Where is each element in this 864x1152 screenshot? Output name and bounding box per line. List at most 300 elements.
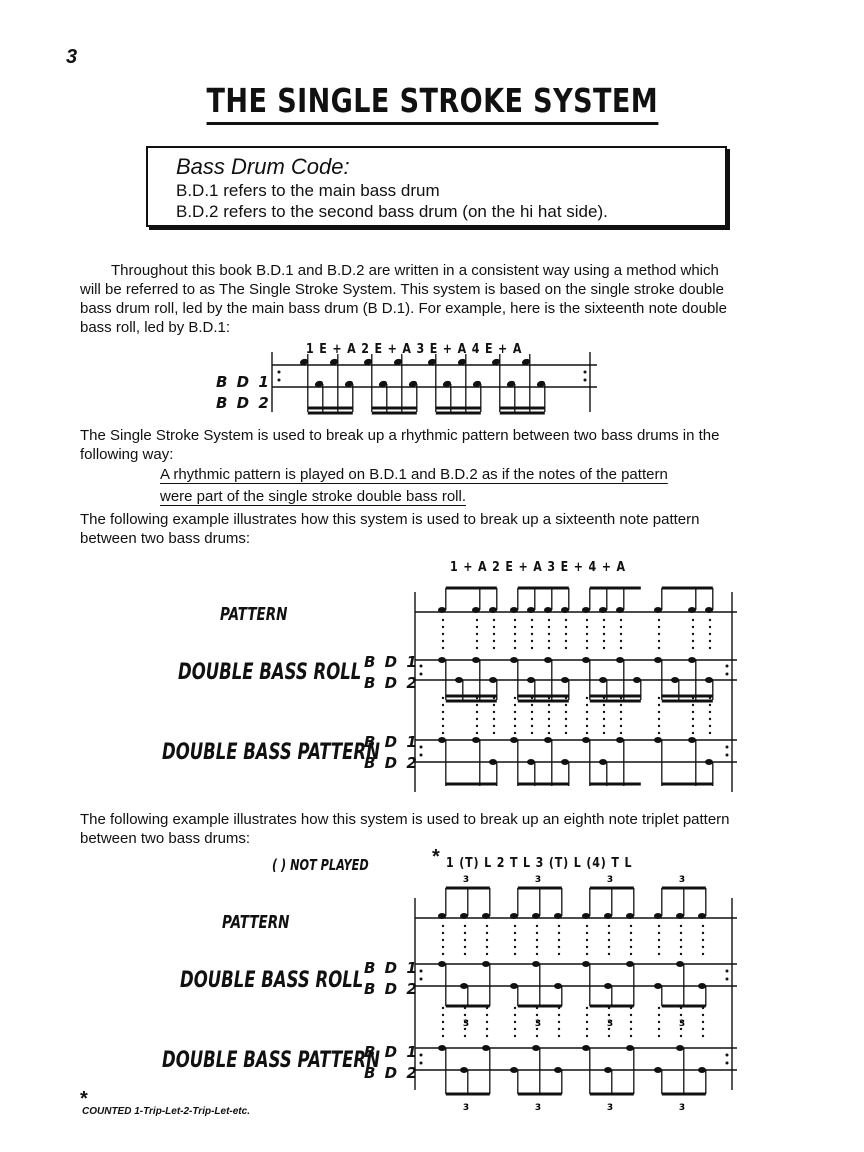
ex3-guide-dot [558,1028,560,1030]
ex2-guide-dot [493,732,495,734]
ex2-guide-dot [586,633,588,635]
ex3-pattern-bd1: B D 1 [364,1043,419,1061]
ex3-guide-dot [558,932,560,934]
explain-paragraph [80,426,810,464]
ex3-roll-bd-labels [364,958,419,1000]
ex3-guide-dot [514,946,516,948]
ex2-guide-dot [586,711,588,713]
ex2-guide-dot [548,640,550,642]
ex2-pattern-bd1: B D 1 [364,733,419,751]
ex3-guide-dot [536,1035,538,1037]
ex3-pattern-note [654,913,662,919]
ex2-guide-dot [548,626,550,628]
ex2-roll-note [599,677,607,683]
ex2-guide-dot [514,697,516,699]
ex3-guide-dot [658,1035,660,1037]
ex3-guide-dot [486,932,488,934]
ex3-guide-dot [464,925,466,927]
ex1-staff [272,352,602,422]
ex2-guide-dot [692,725,694,727]
ex3-guide-dot [536,932,538,934]
ex2-dbp-note [561,759,569,765]
ex2-guide-dot [442,640,444,642]
ex2-guide-dot [709,732,711,734]
ex2-guide-dot [514,647,516,649]
ex2-pattern-note [616,607,624,613]
ex2-guide-dot [658,633,660,635]
ex3-roll-label: DOUBLE BASS ROLL [180,968,364,993]
ex3-guide-dot [514,1021,516,1023]
ex3-guide-dot [608,932,610,934]
ex3-roll-note [604,983,612,989]
ex3-roll-note [532,961,540,967]
ex2-guide-dot [442,732,444,734]
ex2-roll-note [455,677,463,683]
ex2-roll-note [472,657,480,663]
ex2-guide-dot [514,711,516,713]
ex3-guide-dot [630,1028,632,1030]
ex2-guide-dot [514,718,516,720]
ex3-guide-dot [442,1028,444,1030]
ex2-guide-dot [658,647,660,649]
ex2-guide-dot [658,718,660,720]
ex2-pattern-bd-labels [364,732,419,774]
ex2-pattern-note [599,607,607,613]
ex3-triplet-mark: 3 [606,1019,614,1029]
ex2-guide-dot [493,626,495,628]
ex2-guide-dot [531,619,533,621]
ex2-pattern-note [438,607,446,613]
ex2-guide-dot [565,633,567,635]
ex3-guide-dot [608,939,610,941]
ex2-pattern-note [510,607,518,613]
ex3-guide-dot [442,932,444,934]
ex2-guide-dot [603,711,605,713]
ex2-guide-dot [620,704,622,706]
ex3-dbp-note [482,1045,490,1051]
ex3-guide-dot [514,1028,516,1030]
ex3-guide-dot [536,925,538,927]
ex3-guide-dot [702,1035,704,1037]
ex2-guide-dot [620,619,622,621]
ex2-guide-dot [658,619,660,621]
ex3-guide-dot [464,1014,466,1016]
ex2-guide-dot [565,711,567,713]
ex2-roll-bd1: B D 1 [364,653,419,671]
ex3-intro-paragraph [80,810,820,848]
footnote-asterisk: * [80,1088,88,1110]
ex2-guide-dot [709,640,711,642]
ex2-dbp-note [654,737,662,743]
ex2-roll-bd2: B D 2 [364,674,419,692]
ex2-guide-dot [514,633,516,635]
ex3-guide-dot [514,1014,516,1016]
ex3-roll-note [482,961,490,967]
ex3-guide-dot [680,946,682,948]
ex3-guide-dot [486,946,488,948]
ex2-guide-dot [565,725,567,727]
ex3-guide-dot [658,1028,660,1030]
ex2-intro-paragraph [80,510,810,548]
ex3-guide-dot [702,939,704,941]
ex3-guide-dot [586,946,588,948]
ex2-dbp-note [438,737,446,743]
ex3-guide-dot [630,953,632,955]
ex3-guide-dot [680,1035,682,1037]
ex2-guide-dot [476,718,478,720]
ex3-guide-dot [514,939,516,941]
ex3-pattern-bd2: B D 2 [364,1064,419,1082]
ex3-dbp-note [582,1045,590,1051]
ex2-guide-dot [620,732,622,734]
ex2-intro-line-2: between two bass drums: [80,530,251,547]
ex2-guide-dot [493,640,495,642]
ex3-guide-dot [586,1035,588,1037]
ex2-roll-note [654,657,662,663]
ex2-guide-dot [709,718,711,720]
ex2-intro-line-1: The following example illustrates how this system is used to break up a sixteenth note pattern [80,511,700,528]
ex3-guide-dot [442,946,444,948]
ex3-intro-line-2: between two bass drums: [80,830,251,847]
ex2-guide-dot [603,704,605,706]
ex1-counts: 1 E + A 2 E + A 3 E + A 4 E + A [306,342,523,357]
ex2-guide-dot [442,626,444,628]
ex2-guide-dot [692,619,694,621]
explain-line-1: The Single Stroke System is used to break up a rhythmic pattern between two bass drums in the [80,427,720,444]
ex2-guide-dot [709,619,711,621]
ex3-guide-dot [486,1035,488,1037]
ex3-dbp-note [698,1067,706,1073]
code-box-line-1: B.D.1 refers to the main bass drum [176,181,440,200]
ex2-guide-dot [548,718,550,720]
ex2-counts: 1 + A 2 E + A 3 E + 4 + A [450,560,626,575]
ex2-guide-dot [531,626,533,628]
ex2-guide-dot [709,633,711,635]
ex2-guide-dot [586,647,588,649]
ex2-roll-note [671,677,679,683]
ex3-guide-dot [658,1007,660,1009]
ex3-guide-dot [702,932,704,934]
ex3-guide-dot [536,946,538,948]
ex2-guide-dot [603,619,605,621]
ex2-guide-dot [565,704,567,706]
bass-drum-code-box [146,146,727,227]
ex2-guide-dot [692,718,694,720]
ex2-guide-dot [658,640,660,642]
ex3-guide-dot [586,1014,588,1016]
ex3-dbpattern-label: DOUBLE BASS PATTERN [162,1048,380,1073]
ex3-roll-bd2: B D 2 [364,980,419,998]
ex3-triplet-mark: 3 [606,1103,614,1113]
ex2-guide-dot [476,647,478,649]
ex2-guide-dot [658,697,660,699]
ex3-guide-dot [558,925,560,927]
ex2-guide-dot [620,626,622,628]
ex3-guide-dot [486,1021,488,1023]
ex2-guide-dot [442,718,444,720]
ex2-pattern-note [472,607,480,613]
ex2-guide-dot [442,711,444,713]
ex2-guide-dot [514,626,516,628]
ex3-guide-dot [514,925,516,927]
ex3-guide-dot [536,1014,538,1016]
ex2-guide-dot [658,626,660,628]
ex3-pattern-bd-labels [364,1042,419,1084]
ex2-guide-dot [548,711,550,713]
ex3-guide-dot [442,1021,444,1023]
ex3-roll-note [582,961,590,967]
ex2-roll-label: DOUBLE BASS ROLL [178,660,362,685]
ex2-guide-dot [531,647,533,649]
ex3-guide-dot [486,925,488,927]
ex2-roll-note [510,657,518,663]
ex2-guide-dot [548,647,550,649]
ex2-pattern-note [705,607,713,613]
ex3-guide-dot [464,932,466,934]
ex2-guide-dot [603,633,605,635]
ex2-guide-dot [476,619,478,621]
ex2-guide-dot [531,725,533,727]
ex3-roll-note [676,961,684,967]
ex3-guide-dot [536,939,538,941]
ex2-guide-dot [442,647,444,649]
ex3-guide-dot [464,946,466,948]
ex2-guide-dot [476,704,478,706]
ex3-guide-dot [630,932,632,934]
ex3-guide-dot [558,953,560,955]
intro-line-4: bass roll, led by B.D.1: [80,319,231,336]
ex3-pattern-note [510,913,518,919]
ex2-guide-dot [493,718,495,720]
ex2-guide-dot [548,633,550,635]
ex2-guide-dot [442,704,444,706]
ex2-guide-dot [514,732,516,734]
ex3-guide-dot [442,1014,444,1016]
ex2-dbp-note [527,759,535,765]
ex2-dbp-note [616,737,624,743]
ex3-guide-dot [608,925,610,927]
ex2-guide-dot [692,633,694,635]
ex2-dbp-note [582,737,590,743]
ex2-guide-dot [603,647,605,649]
ex3-triplet-mark: 3 [678,875,686,885]
ex2-guide-dot [493,633,495,635]
ex3-pattern-note [698,913,706,919]
ex2-dbp-note [599,759,607,765]
ex2-guide-dot [603,725,605,727]
ex3-guide-dot [558,1014,560,1016]
ex2-guide-dot [586,626,588,628]
ex3-guide-dot [658,953,660,955]
ex3-guide-dot [630,1014,632,1016]
ex2-guide-dot [548,725,550,727]
ex2-guide-dot [658,704,660,706]
ex3-dbp-note [554,1067,562,1073]
ex2-pattern-note [489,607,497,613]
ex1-bd1-label: B D 1 [216,373,271,391]
ex3-dbp-note [676,1045,684,1051]
ex2-guide-dot [620,725,622,727]
ex3-triplet-mark: 3 [462,1019,470,1029]
ex2-roll-note [489,677,497,683]
ex2-guide-dot [493,711,495,713]
ex3-guide-dot [608,1035,610,1037]
ex2-guide-dot [709,626,711,628]
ex3-triplet-mark: 3 [606,875,614,885]
ex2-guide-dot [493,704,495,706]
ex2-guide-dot [442,619,444,621]
ex2-dbpattern-label: DOUBLE BASS PATTERN [162,740,380,765]
ex2-guide-dot [476,732,478,734]
ex3-guide-dot [536,953,538,955]
ex3-guide-dot [586,1007,588,1009]
ex2-dbp-note [510,737,518,743]
ex3-pattern-note [438,913,446,919]
ex3-pattern-label: PATTERN [222,912,290,933]
ex3-guide-dot [442,1035,444,1037]
ex2-guide-dot [603,626,605,628]
ex2-guide-dot [586,619,588,621]
ex3-intro-line-1: The following example illustrates how this system is used to break up an eighth note triplet pattern [80,811,730,828]
ex3-guide-dot [702,925,704,927]
ex2-roll-note [438,657,446,663]
ex1-bd2-label: B D 2 [216,394,271,412]
ex3-guide-dot [486,1014,488,1016]
ex3-guide-dot [586,939,588,941]
ex2-guide-dot [692,626,694,628]
ex3-guide-dot [702,953,704,955]
ex3-triplet-mark: 3 [534,1019,542,1029]
ex2-guide-dot [531,711,533,713]
ex3-triplet-mark: 3 [678,1103,686,1113]
ex3-guide-dot [442,939,444,941]
ex2-guide-dot [514,725,516,727]
ex2-guide-dot [493,725,495,727]
ex3-guide-dot [586,932,588,934]
ex3-guide-dot [514,1007,516,1009]
ex2-guide-dot [531,633,533,635]
intro-paragraph [80,261,810,337]
ex3-guide-dot [442,1007,444,1009]
ex2-guide-dot [476,711,478,713]
ex3-pattern-note [582,913,590,919]
ex2-guide-dot [514,704,516,706]
ex3-guide-dot [630,946,632,948]
ex2-guide-dot [586,732,588,734]
ex2-guide-dot [514,619,516,621]
ex2-guide-dot [709,647,711,649]
ex3-guide-dot [464,1035,466,1037]
page-title [0,82,864,125]
page-title-text: THE SINGLE STROKE SYSTEM [206,82,658,125]
ex3-triplet-mark: 3 [534,875,542,885]
code-box-line-2: B.D.2 refers to the second bass drum (on the hi hat side). [176,202,608,221]
ex3-triplet-mark: 3 [678,1019,686,1029]
ex3-asterisk: * [432,846,440,868]
ex3-guide-dot [658,1014,660,1016]
ex2-guide-dot [658,711,660,713]
ex2-pattern-note [688,607,696,613]
ex3-guide-dot [630,939,632,941]
ex3-pattern-note [554,913,562,919]
ex3-guide-dot [586,1021,588,1023]
ex2-guide-dot [565,732,567,734]
ex3-guide-dot [630,1021,632,1023]
rule-line-1: A rhythmic pattern is played on B.D.1 and B.D.2 as if the notes of the pattern [160,466,668,483]
ex3-roll-note [438,961,446,967]
ex3-roll-note [626,961,634,967]
ex3-guide-dot [558,946,560,948]
ex3-dbp-note [532,1045,540,1051]
ex2-guide-dot [442,697,444,699]
ex2-roll-note [616,657,624,663]
ex3-triplet-mark: 3 [462,875,470,885]
ex3-triplet-mark: 3 [462,1103,470,1113]
ex2-guide-dot [620,647,622,649]
ex2-dbp-note [688,737,696,743]
ex3-guide-dot [680,953,682,955]
ex2-guide-dot [603,732,605,734]
ex2-guide-dot [565,718,567,720]
ex2-guide-dot [692,704,694,706]
ex2-guide-dot [586,640,588,642]
ex3-dbp-note [510,1067,518,1073]
ex2-guide-dot [620,633,622,635]
ex3-guide-dot [702,946,704,948]
ex3-guide-dot [702,1028,704,1030]
ex2-guide-dot [586,704,588,706]
ex3-guide-dot [442,925,444,927]
ex2-pattern-note [582,607,590,613]
ex2-guide-dot [548,732,550,734]
ex3-guide-dot [658,932,660,934]
ex2-pattern-note [654,607,662,613]
ex3-guide-dot [486,939,488,941]
ex3-guide-dot [680,939,682,941]
ex3-guide-dot [586,1028,588,1030]
ex3-pattern-note [532,913,540,919]
ex2-guide-dot [548,619,550,621]
ex3-guide-dot [514,953,516,955]
ex2-guide-dot [709,725,711,727]
ex2-guide-dot [493,647,495,649]
ex3-roll-note [654,983,662,989]
ex2-pattern-note [544,607,552,613]
ex3-pattern-note [626,913,634,919]
ex3-pattern-note [604,913,612,919]
ex3-guide-dot [630,925,632,927]
ex2-roll-note [633,677,641,683]
ex3-guide-dot [514,932,516,934]
ex2-guide-dot [620,711,622,713]
ex3-guide-dot [608,1014,610,1016]
ex3-guide-dot [630,1035,632,1037]
ex3-dbp-note [460,1067,468,1073]
ex3-guide-dot [608,953,610,955]
ex3-triplet-mark: 3 [534,1103,542,1113]
intro-line-3: bass drum roll, led by the main bass drum (B D.1). For example, here is the sixteenth note double [80,300,727,317]
ex3-dbp-note [604,1067,612,1073]
ex3-staves [412,868,742,1112]
ex2-guide-dot [709,704,711,706]
ex3-counts: 1 (T) L 2 T L 3 (T) L (4) T L [446,856,633,871]
ex3-pattern-note [482,913,490,919]
ex2-guide-dot [476,725,478,727]
ex2-guide-dot [603,640,605,642]
ex3-guide-dot [442,953,444,955]
ex3-guide-dot [464,939,466,941]
ex3-guide-dot [658,939,660,941]
